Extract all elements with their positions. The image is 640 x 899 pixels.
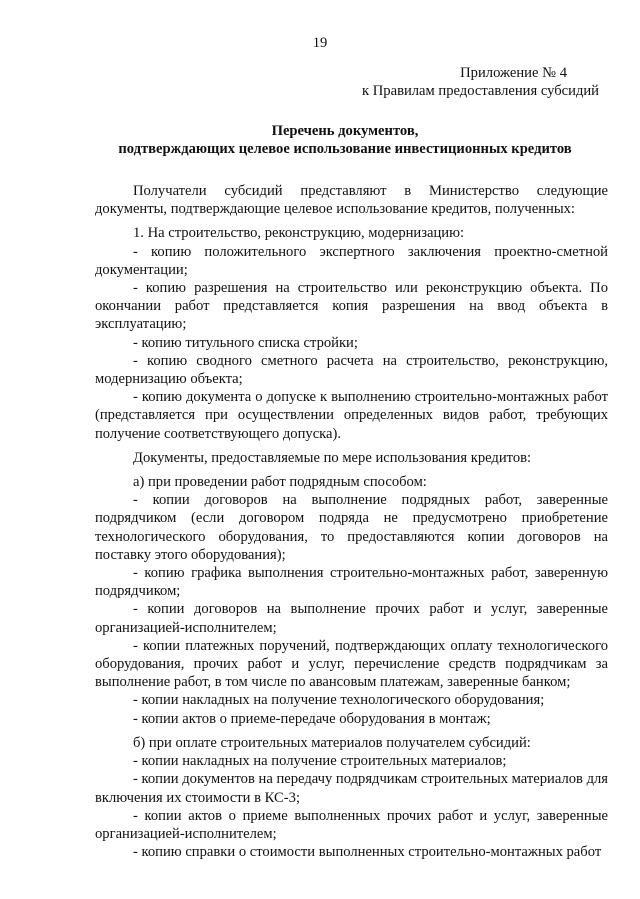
annex-number: Приложение № 4	[460, 65, 567, 81]
list-item: - копии договоров на выполнение прочих работ и услуг, заверенные организацией-исполнителем;	[95, 601, 608, 636]
page-number: 19	[312, 35, 328, 51]
list-item: - копию титульного списка стройки;	[133, 334, 358, 351]
list-item: - копии накладных на получение строительных материалов;	[133, 753, 507, 770]
document-body	[95, 182, 608, 861]
list-item: - копию документа о допуске к выполнению строительно-монтажных работ (представляется при осуществлении определенных видов работ, требующих получение соответствующего допуска).	[95, 389, 608, 442]
title-line-2: подтверждающих целевое использование инвестиционных кредитов	[118, 141, 572, 158]
paragraph-section-a: а) при проведении работ подрядным способом:	[133, 474, 427, 491]
paragraph-section-1: 1. На строительство, реконструкцию, модернизацию:	[133, 225, 465, 242]
annex-header	[362, 64, 599, 100]
list-item: - копии документов на передачу подрядчикам строительных материалов для включения их стоимости в КС-3;	[95, 771, 608, 806]
list-item: - копию сводного сметного расчета на строительство, реконструкцию, модернизацию объекта;	[95, 352, 608, 388]
paragraph-section-b: б) при оплате строительных материалов получателем субсидий:	[133, 734, 531, 751]
list-item: - копию положительного экспертного заключения проектно-сметной документации;	[95, 243, 608, 278]
list-item: - копии накладных на получение технологического оборудования;	[133, 692, 545, 709]
list-item: - копии актов о приеме выполненных прочих работ и услуг, заверенные организацией-исполнителем;	[95, 807, 608, 842]
list-item: - копию графика выполнения строительно-монтажных работ, заверенную подрядчиком;	[95, 565, 608, 600]
paragraph-intro: Получатели субсидий представляют в Министерство следующие документы, подтверждающие целевое использование кредитов, полученных:	[95, 183, 608, 218]
annex-reference: к Правилам предоставления субсидий	[362, 83, 599, 100]
list-item: - копии актов о приеме-передаче оборудования в монтаж;	[133, 710, 491, 727]
document-title	[95, 122, 595, 158]
list-item: - копии платежных поручений, подтверждающих оплату технологического оборудования, прочих работ и услуг, перечисление средств подрядчикам за выполнение работ, в том числе по авансовым платежам, заверенные банком;	[95, 637, 608, 691]
paragraph-documents-heading: Документы, предоставляемые по мере использования кредитов:	[133, 449, 532, 466]
list-item: - копию справки о стоимости выполненных строительно-монтажных работ	[133, 844, 602, 861]
title-line-1: Перечень документов,	[271, 123, 419, 139]
list-item: - копии договоров на выполнение подрядных работ, заверенные подрядчиком (если договором подряда не предусмотрено приобретение технологического оборудования, то предоставляются копии договоров на поставку этого оборудования);	[95, 492, 608, 563]
list-item: - копию разрешения на строительство или реконструкцию объекта. По окончании работ представляется копия разрешения на ввод объекта в эксплуатацию;	[95, 280, 608, 333]
